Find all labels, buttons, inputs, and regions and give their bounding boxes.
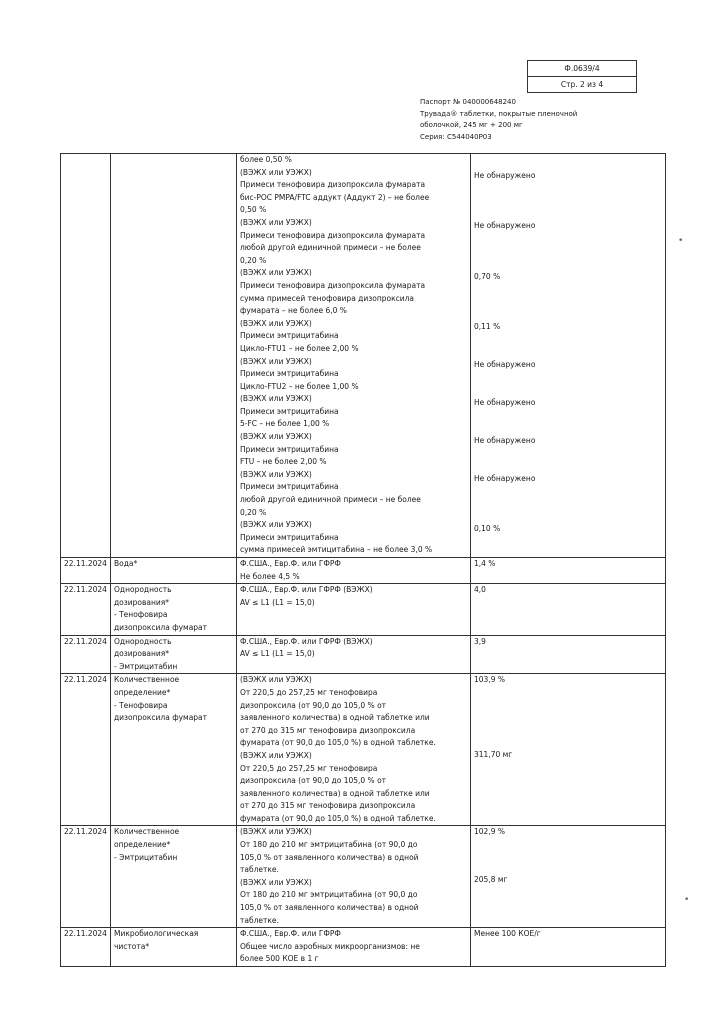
requirement-cell (237, 674, 471, 826)
requirement-line: От 180 до 210 мг эмтрицитабина (от 90,0 до (240, 890, 418, 900)
requirement-line: от 270 до 315 мг тенофовира дизопроксила (240, 725, 416, 735)
indicator-line: Вода* (114, 559, 138, 568)
result-value: Не обнаружено (474, 436, 536, 445)
requirement-line: (ВЭЖХ или УЭЖХ) (240, 356, 312, 366)
requirement-line: (ВЭЖХ или УЭЖХ) (240, 394, 312, 404)
result-value: 0,10 % (474, 524, 501, 533)
requirement-line: фумарата (от 90,0 до 105,0 %) в одной таблетке. (240, 738, 436, 748)
requirement-line: Примеси тенофовира дизопроксила фумарата (240, 280, 426, 290)
result-value: Не обнаружено (474, 221, 536, 230)
scan-mark: • (678, 236, 684, 246)
requirement-line: От 220,5 до 257,25 мг тенофовира (240, 763, 378, 773)
indicator-cell (111, 928, 237, 967)
indicator-cell (111, 674, 237, 826)
indicator-cell (111, 584, 237, 635)
indicator-line: Однородность (114, 636, 172, 646)
table-row (61, 674, 666, 826)
requirement-line: (ВЭЖХ или УЭЖХ) (240, 520, 312, 530)
requirement-line: сумма примесей эмтицитабина – не более 3,0 % (240, 545, 433, 555)
requirement-line: Цикло-FTU1 – не более 2,00 % (240, 343, 359, 353)
requirement-line: AV ≤ L1 (L1 = 15,0) (240, 649, 315, 659)
result-value: 311,70 мг (474, 750, 513, 760)
indicator-cell (111, 826, 237, 928)
requirement-line: любой другой единичной примеси – не более (240, 495, 421, 505)
table-row (61, 635, 666, 674)
table-row (61, 928, 666, 967)
results-table (60, 153, 666, 967)
indicator-line: определение* (114, 687, 171, 697)
result-value: 0,70 % (474, 272, 501, 281)
passport-line: Серия: C544040P03 (420, 132, 492, 141)
table-row (61, 826, 666, 928)
indicator-line: - Тенофовира (114, 610, 168, 620)
result-value: 102,9 % (474, 827, 505, 837)
requirement-line: 0,20 % (240, 255, 267, 265)
requirement-line: От 220,5 до 257,25 мг тенофовира (240, 687, 378, 697)
date-cell: 22.11.2024 (61, 635, 111, 674)
requirement-line: Примеси тенофовира дизопроксила фумарата (240, 230, 426, 240)
indicator-line: дизопроксила фумарат (114, 622, 208, 632)
requirement-line: Примеси эмтрицитабина (240, 331, 339, 341)
form-code-box (527, 60, 637, 93)
indicator-line: Количественное (114, 675, 180, 685)
indicator-line: дозирования* (114, 649, 170, 659)
date-cell: 22.11.2024 (61, 558, 111, 584)
result-value: 0,11 % (474, 322, 501, 331)
scan-mark: • (684, 895, 690, 905)
passport-info (420, 97, 620, 143)
requirement-line: От 180 до 210 мг эмтрицитабина (от 90,0 до (240, 840, 418, 850)
form-code: Ф.0639/4 (564, 64, 600, 73)
indicator-line: - Эмтрицитабин (114, 852, 178, 862)
requirement-line: AV ≤ L1 (L1 = 15,0) (240, 597, 315, 607)
table-row (61, 584, 666, 635)
requirement-cell (237, 826, 471, 928)
requirement-line: дизопроксила (от 90,0 до 105,0 % от (240, 776, 387, 786)
requirement-line: (ВЭЖХ или УЭЖХ) (240, 877, 312, 887)
requirement-line: любой другой единичной примеси – не более (240, 243, 421, 253)
requirement-line: Примеси эмтрицитабина (240, 482, 339, 492)
requirement-line: (ВЭЖХ или УЭЖХ) (240, 268, 312, 278)
requirement-cell (237, 928, 471, 967)
indicator-line: Микробиологическая (114, 929, 199, 939)
requirement-line: 105,0 % от заявленного количества) в одной (240, 903, 419, 913)
indicator-line: - Эмтрицитабин (114, 661, 178, 671)
requirement-line: 5-FC – не более 1,00 % (240, 419, 330, 429)
result-value: Не обнаружено (474, 474, 536, 483)
result-cell (471, 558, 666, 584)
requirement-line: (ВЭЖХ или УЭЖХ) (240, 432, 312, 442)
table-row (61, 558, 666, 584)
date-cell: 22.11.2024 (61, 674, 111, 826)
result-value: Не обнаружено (474, 360, 536, 369)
result-cell (471, 928, 666, 967)
requirement-line: (ВЭЖХ или УЭЖХ) (240, 217, 312, 227)
requirement-line: фумарата (от 90,0 до 105,0 %) в одной таблетке. (240, 813, 436, 823)
requirement-line: FTU – не более 2,00 % (240, 457, 327, 467)
requirement-line: сумма примесей тенофовира дизопроксила (240, 293, 414, 303)
indicator-line: дозирования* (114, 597, 170, 607)
indicator-cell (111, 154, 237, 558)
requirement-line: более 500 КОЕ в 1 г (240, 954, 319, 964)
requirement-line: Примеси эмтрицитабина (240, 406, 339, 416)
passport-line: Паспорт № 040000648240 (420, 98, 516, 106)
page-number: Стр. 2 из 4 (528, 76, 636, 92)
result-value: Не обнаружено (474, 398, 536, 407)
requirement-line: (ВЭЖХ или УЭЖХ) (240, 469, 312, 479)
result-cell (471, 674, 666, 826)
indicator-cell (111, 558, 237, 584)
requirement-cell (237, 584, 471, 635)
result-cell (471, 154, 666, 558)
indicator-line: определение* (114, 840, 171, 850)
requirement-line: (ВЭЖХ или УЭЖХ) (240, 827, 312, 837)
passport-line: оболочкой, 245 мг + 200 мг (420, 121, 523, 129)
requirement-line: Цикло-FTU2 – не более 1,00 % (240, 381, 359, 391)
requirement-line: Примеси тенофовира дизопроксила фумарата (240, 180, 426, 190)
date-cell (61, 154, 111, 558)
requirement-cell (237, 635, 471, 674)
requirement-line: Ф.США., Евр.Ф. или ГФРФ (240, 559, 341, 568)
date-cell: 22.11.2024 (61, 826, 111, 928)
requirement-line: таблетке. (240, 865, 279, 875)
requirement-line: (ВЭЖХ или УЭЖХ) (240, 675, 312, 685)
result-cell (471, 635, 666, 674)
result-value: 103,9 % (474, 675, 505, 685)
result-cell (471, 584, 666, 635)
requirement-line: Ф.США., Евр.Ф. или ГФРФ (ВЭЖХ) (240, 636, 373, 646)
requirement-line: дизопроксила (от 90,0 до 105,0 % от (240, 700, 387, 710)
table-row (61, 154, 666, 558)
result-cell (471, 826, 666, 928)
requirement-line: 0,50 % (240, 205, 267, 215)
result-value: 205,8 мг (474, 875, 508, 885)
requirement-line: более 0,50 % (240, 155, 292, 164)
passport-line: Трувада® таблетки, покрытые пленочной (420, 109, 578, 118)
requirement-line: бис-POC PMPA/FTC аддукт (Аддукт 2) – не более (240, 192, 430, 202)
result-value: Не обнаружено (474, 171, 536, 180)
requirement-line: Не более 4,5 % (240, 571, 300, 581)
requirement-line: таблетке. (240, 915, 279, 925)
requirement-cell (237, 154, 471, 558)
result-value: 3,9 (474, 636, 486, 646)
requirement-line: (ВЭЖХ или УЭЖХ) (240, 750, 312, 760)
result-value: 1,4 % (474, 559, 496, 568)
requirement-line: Ф.США., Евр.Ф. или ГФРФ (240, 929, 341, 939)
indicator-line: - Тенофовира (114, 700, 168, 710)
requirement-line: Примеси эмтрицитабина (240, 532, 339, 542)
requirement-line: Примеси эмтрицитабина (240, 369, 339, 379)
indicator-line: Однородность (114, 585, 172, 595)
indicator-line: чистота* (114, 941, 150, 951)
requirement-line: фумарата – не более 6,0 % (240, 306, 347, 316)
requirement-line: 0,20 % (240, 507, 267, 517)
requirement-line: (ВЭЖХ или УЭЖХ) (240, 167, 312, 177)
requirement-line: Общее число аэробных микроорганизмов: не (240, 941, 420, 951)
date-cell: 22.11.2024 (61, 928, 111, 967)
requirement-cell (237, 558, 471, 584)
result-value: 4,0 (474, 585, 486, 595)
result-value: Менее 100 КОЕ/г (474, 929, 541, 939)
indicator-line: Количественное (114, 827, 180, 837)
requirement-line: Примеси эмтрицитабина (240, 444, 339, 454)
requirement-line: 105,0 % от заявленного количества) в одной (240, 852, 419, 862)
indicator-cell (111, 635, 237, 674)
requirement-line: от 270 до 315 мг тенофовира дизопроксила (240, 801, 416, 811)
requirement-line: заявленного количества) в одной таблетке или (240, 788, 430, 798)
requirement-line: (ВЭЖХ или УЭЖХ) (240, 318, 312, 328)
requirement-line: Ф.США., Евр.Ф. или ГФРФ (ВЭЖХ) (240, 585, 373, 595)
date-cell: 22.11.2024 (61, 584, 111, 635)
requirement-line: заявленного количества) в одной таблетке или (240, 713, 430, 723)
indicator-line: дизопроксила фумарат (114, 713, 208, 723)
